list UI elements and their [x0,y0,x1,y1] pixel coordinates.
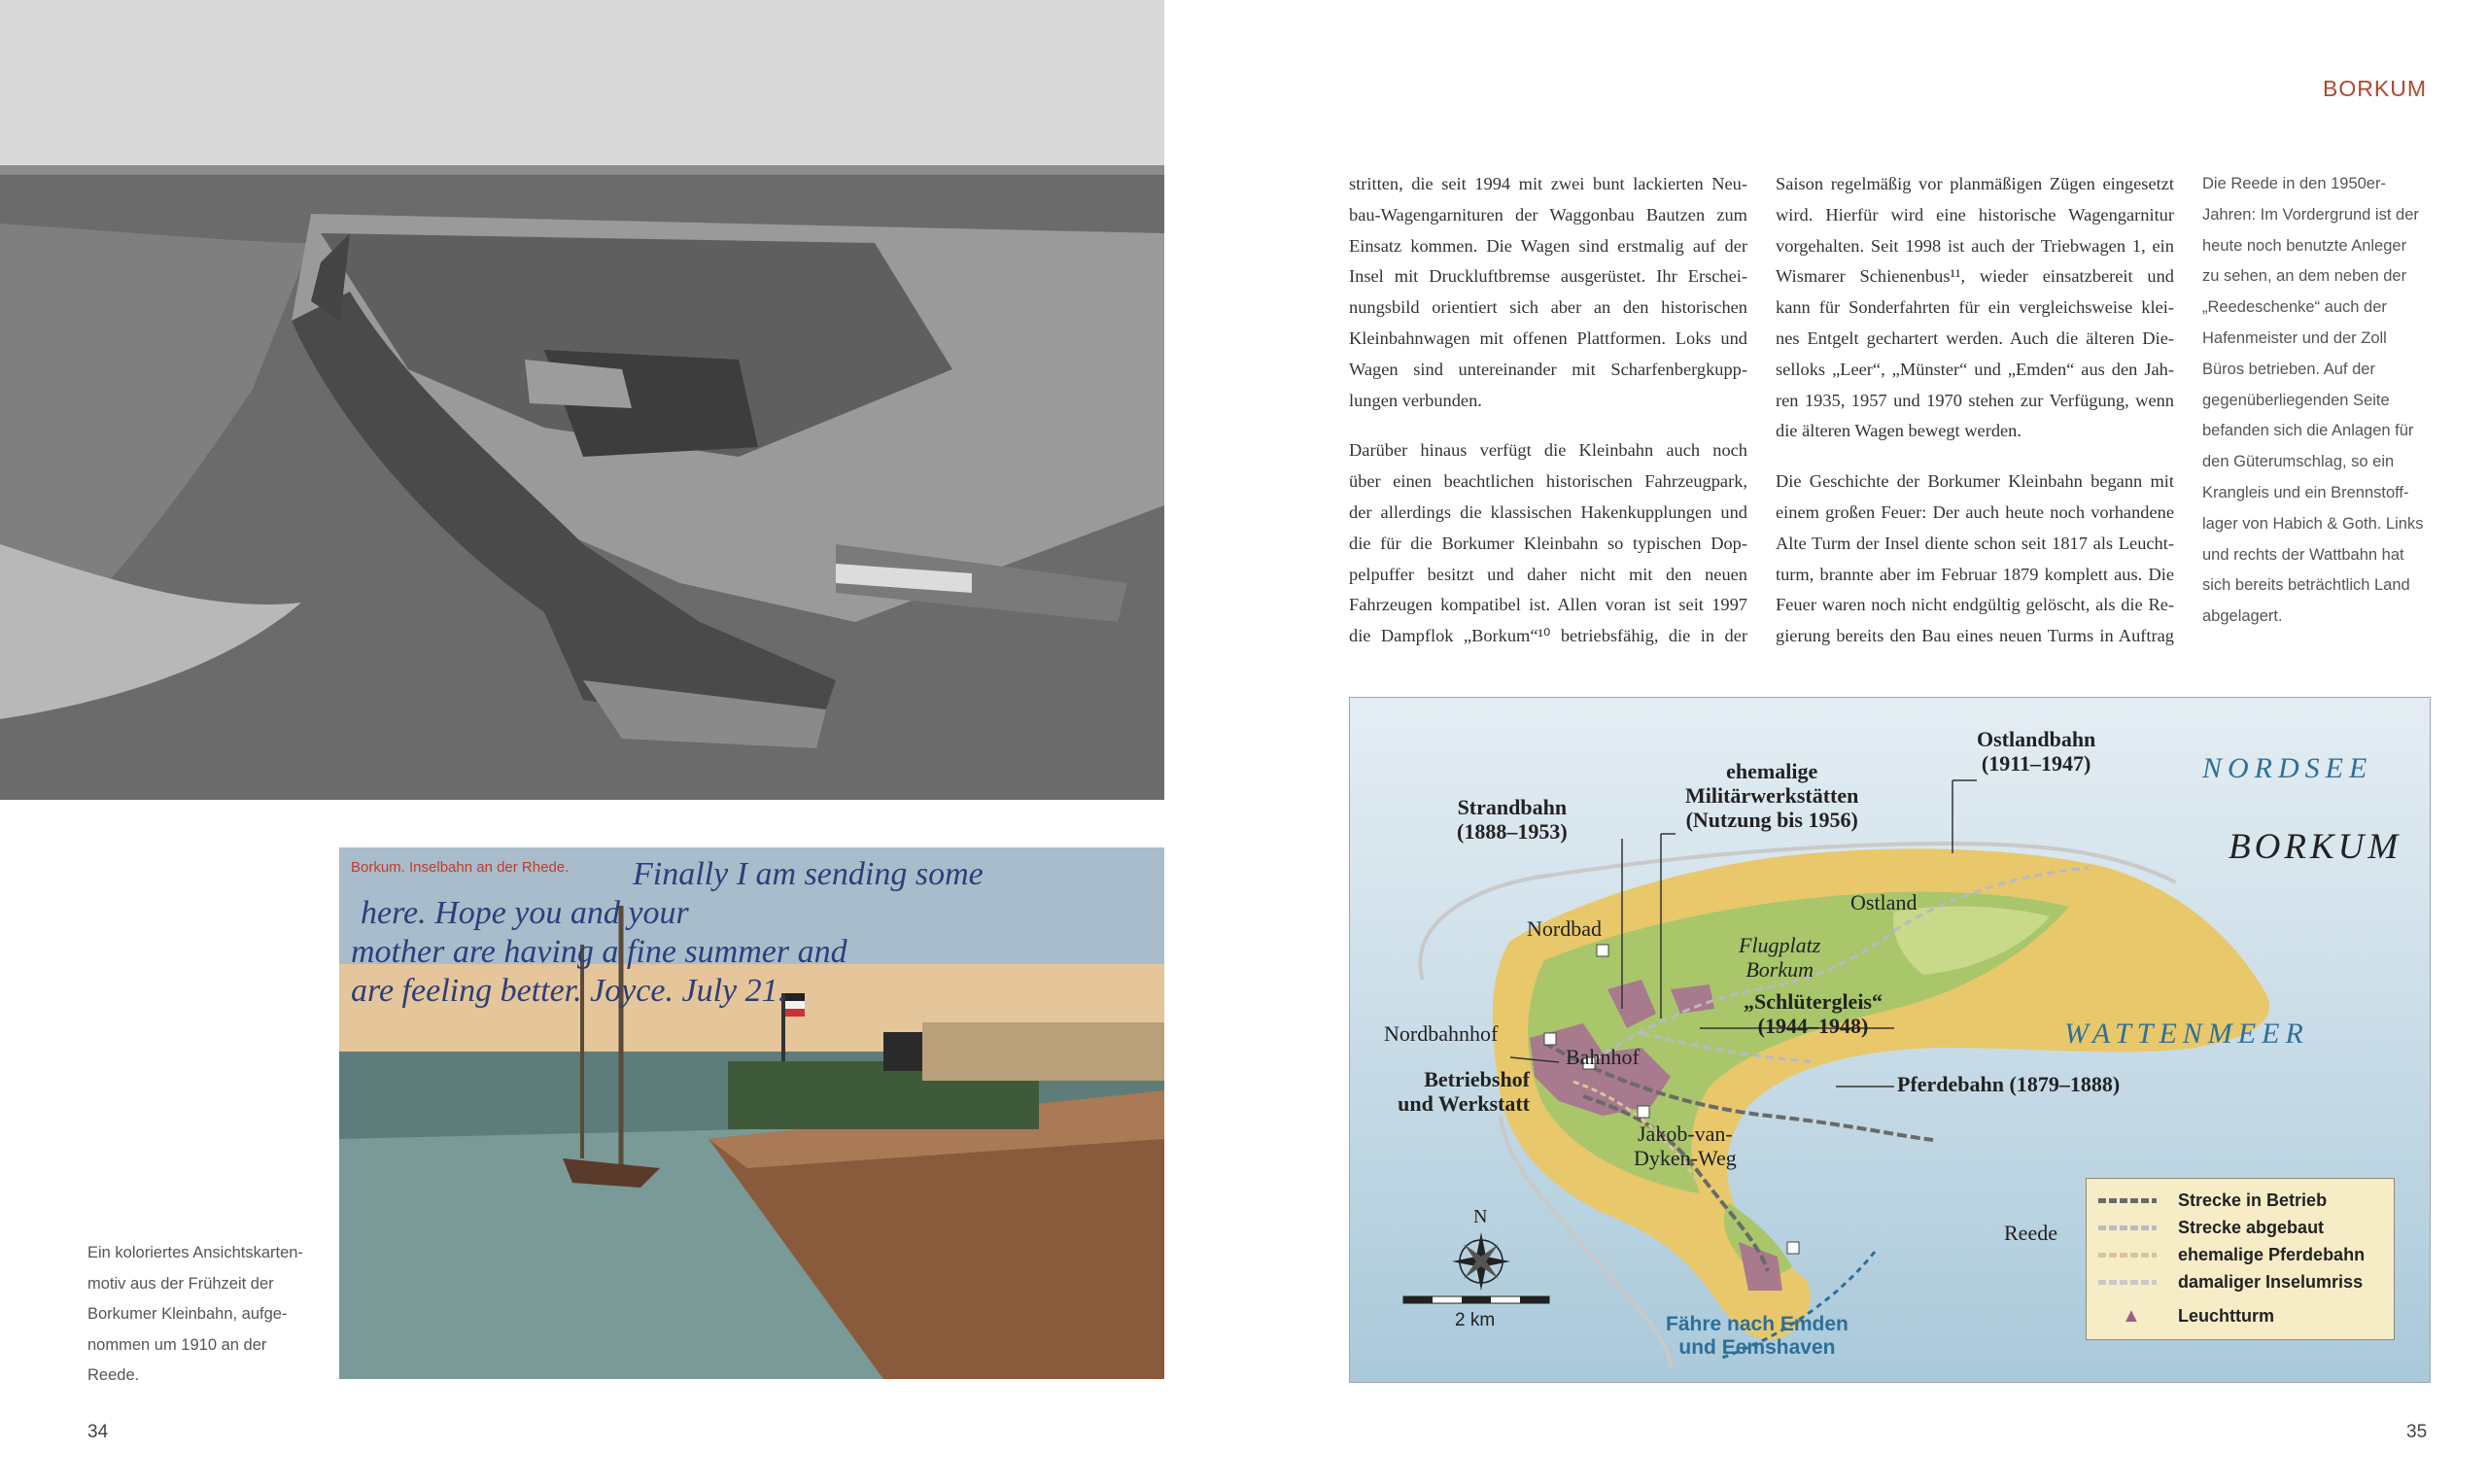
compass-north-label: N [1473,1206,1488,1227]
label-line: und Eemshaven [1678,1336,1836,1359]
page-number-right: 35 [2406,1422,2428,1442]
text-line: Die Geschichte der Borkumer Kleinbahn begann mit [1776,471,2174,492]
label-strandbahn [1457,795,1568,844]
caption-line: abgelagert. [2202,607,2283,626]
label-line: und Werkstatt [1398,1091,1530,1116]
label-nordbad: Nordbad [1527,916,1602,941]
caption-line: den Güterumschlag, so ein [2202,453,2395,471]
text-line: die für die Borkumer Kleinbahn so typischen Dop- [1349,533,1747,553]
label-ostlandbahn [1977,727,2095,776]
caption-line: Jahren: Im Vordergrund ist der [2202,205,2419,224]
label-line: Dyken-Weg [1634,1146,1737,1170]
label-line: Ostlandbahn [1977,727,2096,751]
text-line: Kleinbahnwagen mit offenen Plattformen. Loks und [1349,328,1747,348]
label-line: Borkum [1745,957,1814,982]
legend-swatch-inselumriss [2098,1280,2157,1285]
text-line: gierung bereits den Bau eines neuen Turms in Auftrag [1776,626,2174,646]
text-line: stritten, die seit 1994 mit zwei bunt lackierten Neu- [1349,174,1747,193]
label-bahnhof: Bahnhof [1566,1045,1640,1069]
text-line: wird. Hierfür wird eine historische Wagengarnitur [1776,204,2174,224]
label-nordsee: NORDSEE [2202,752,2373,784]
text-line: ren 1935, 1957 und 1970 stehen zur Verfügung, wenn [1776,390,2174,410]
caption-line: heute noch benutzte Anleger [2202,236,2407,255]
label-militaerwerkstaetten [1685,759,1858,832]
label-ostland: Ostland [1850,890,1918,915]
text-line: nungsbild orientiert sich aber an den historischen [1349,297,1747,318]
label-schluetergleis [1744,989,1883,1038]
text-line: die Dampflok „Borkum“¹⁰ betriebsfähig, die in der [1349,626,1747,646]
caption-line: Krangleis und ein Brennstoff- [2202,483,2409,501]
legend-label: ehemalige Pferdebahn [2178,1245,2366,1264]
text-line: kann für Sonderfahrten für ein vergleichsweise klei- [1776,297,2174,318]
caption-line: lager von Habich & Goth. Links [2202,514,2424,533]
text-line: Insel mit Druckluftbremse ausgerüstet. Ihr Erschei- [1349,266,1747,287]
lighthouse-icon: ▲ [2122,1305,2141,1327]
legend-label: Leuchtturm [2178,1306,2274,1326]
label-line: (1911–1947) [1981,751,2091,776]
text-line: Fahrzeugen kompatibel ist. Allen voran ist seit 1997 [1349,595,1747,615]
paragraph [1349,435,1747,652]
text-line: einem großen Feuer: Der auch heute noch vorhandene [1776,501,2174,522]
text-line: der allerdings die klassischen Hakenkupplungen und [1349,501,1747,522]
label-line: (Nutzung bis 1956) [1685,808,1858,832]
paragraph [1776,466,2174,652]
page-number-left: 34 [87,1422,109,1442]
label-pferdebahn: Pferdebahn (1879–1888) [1897,1072,2121,1096]
label-line: Betriebshof [1424,1067,1530,1091]
caption-line: motiv aus der Frühzeit der [87,1274,274,1293]
label-borkum: BORKUM [2229,827,2402,867]
label-betriebshof [1379,1067,1530,1116]
text-line: Darüber hinaus verfügt die Kleinbahn auch noch [1349,440,1747,461]
text-line: Feuer waren noch nicht endgültig gelöscht, als die Re- [1776,595,2174,615]
text-line: die älteren Wagen bewegt werden. [1776,421,2022,441]
caption-line: und rechts der Wattbahn hat [2202,545,2404,564]
label-ferry [1666,1313,1849,1360]
caption-line: Büros betrieben. Auf der [2202,360,2375,378]
handwriting-line: are feeling better. Joyce. July 21. [351,973,787,1009]
aerial-caption [2202,169,2436,633]
label-reede: Reede [2004,1221,2057,1245]
text-line: turm, brannte aber im Februar 1879 komplett aus. Die [1776,564,2174,584]
caption-line: Ein koloriertes Ansichtskarten- [87,1244,303,1261]
text-column-2 [1776,169,2174,652]
legend-swatch-abgebaut [2098,1225,2157,1230]
caption-line: sich bereits beträchtlich Land [2202,576,2410,595]
caption-line: zu sehen, an dem neben der [2202,267,2407,286]
label-line: „Schlütergleis“ [1744,989,1883,1014]
text-line: selloks „Leer“, „Münster“ und „Emden“ aus den Jah- [1776,359,2174,379]
label-line: ehemalige [1726,759,1818,783]
label-wattenmeer: WATTENMEER [2064,1018,2309,1050]
label-line: Fähre nach Emden [1666,1313,1849,1335]
caption-line: Reede. [87,1366,140,1384]
postcard-handwriting [351,855,1158,1011]
label-line: Jakob-van- [1638,1122,1733,1146]
text-line: bau-Wagengarnituren der Waggonbau Bautzen zum [1349,204,1747,224]
label-line: Militärwerkstätten [1685,783,1859,808]
legend-swatch-in-betrieb [2098,1198,2157,1203]
legend-swatch-pferdebahn [2098,1253,2157,1258]
text-line: Einsatz kommen. Die Wagen sind erstmalig auf der [1349,235,1747,256]
label-flugplatz [1739,933,1820,982]
handwriting-line: mother are having a fine summer and [351,934,847,970]
text-line: Saison regelmäßig vor planmäßigen Zügen eingesetzt [1776,174,2174,193]
text-line: lungen verbunden. [1349,390,1482,410]
postcard-caption [87,1238,321,1392]
caption-line: befanden sich die Anlagen für [2202,422,2414,440]
text-column-1 [1349,169,1747,652]
caption-line: gegenüberliegenden Seite [2202,391,2390,409]
label-line: Strandbahn [1457,795,1568,819]
caption-line: Die Reede in den 1950er- [2202,175,2386,192]
label-line: (1944–1948) [1757,1014,1869,1038]
map-legend [2086,1178,2395,1340]
text-line: Wismarer Schienenbus¹¹, wieder einsatzbereit und [1776,266,2174,287]
legend-label: Strecke in Betrieb [2178,1191,2328,1210]
text-line: Alte Turm der Insel diente schon seit 1817 als Leucht- [1776,533,2174,553]
borkum-map [1349,697,2431,1383]
caption-line: Hafenmeister und der Zoll [2202,328,2387,347]
postcard-image [339,847,1164,1379]
legend-label: Strecke abgebaut [2178,1218,2325,1237]
label-nordbahnhof: Nordbahnhof [1384,1021,1499,1046]
label-line: (1888–1953) [1457,819,1568,844]
scale-label: 2 km [1455,1310,1496,1330]
label-jakob-van-dyken-weg [1634,1122,1737,1170]
handwriting-line: here. Hope you and your [361,895,689,931]
label-line: Flugplatz [1739,933,1821,957]
handwriting-line: Finally I am sending some [633,856,984,892]
text-line: Wagen sind untereinander mit Scharfenbergkupp- [1349,359,1747,379]
caption-line: „Reedeschenke“ auch der [2202,298,2387,317]
aerial-photo [0,0,1164,800]
caption-line: Borkumer Kleinbahn, aufge- [87,1305,288,1323]
text-line: über einen beachtlichen historischen Fahrzeugpark, [1349,471,1747,492]
running-head: BORKUM [2323,76,2427,101]
text-line: vorgehalten. Seit 1998 ist auch der Triebwagen 1, ein [1776,235,2174,256]
postcard-printed-title: Borkum. Inselbahn an der Rhede. [351,859,570,876]
paragraph [1349,169,1747,416]
paragraph [1776,169,2174,447]
legend-label: damaliger Inselumriss [2178,1272,2364,1292]
text-line: pelpuffer besitzt und daher nicht mit den neuen [1349,564,1747,584]
text-line: nes Entgelt gechartert werden. Auch die älteren Die- [1776,328,2174,348]
caption-line: nommen um 1910 an der [87,1335,267,1354]
